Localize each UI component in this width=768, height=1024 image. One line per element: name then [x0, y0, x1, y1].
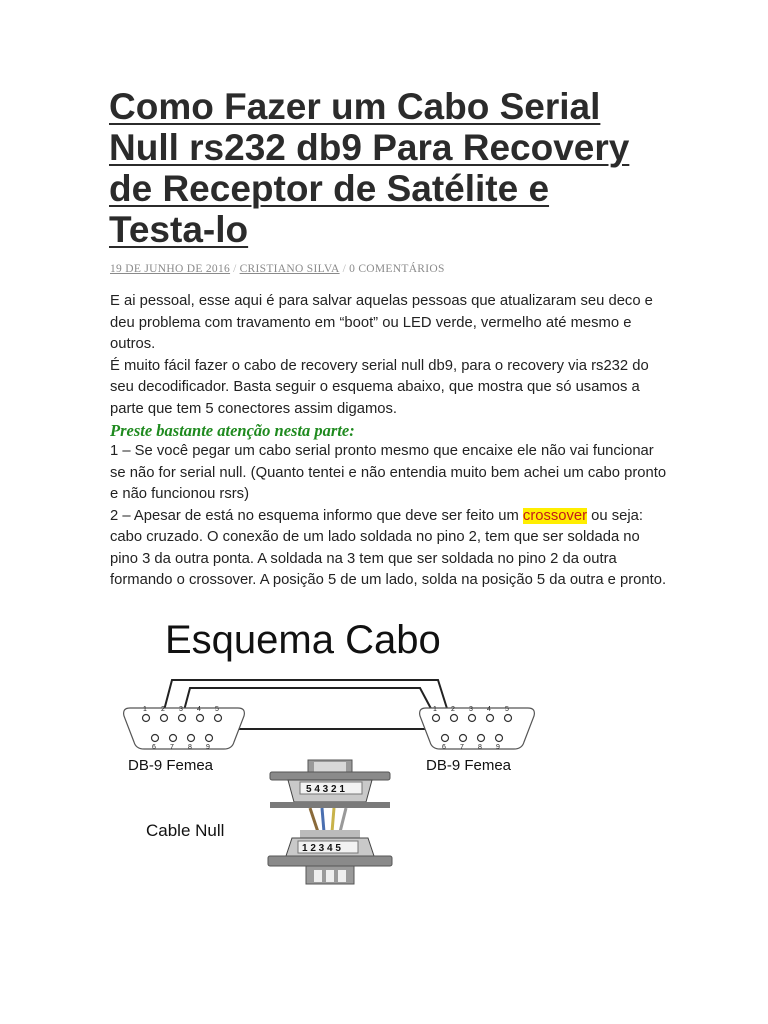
crossover-highlight: crossover	[522, 507, 588, 524]
left-pin-label: 6	[152, 744, 156, 751]
right-connector-label: DB-9 Femea	[426, 757, 512, 774]
meta-separator: /	[233, 263, 237, 275]
colored-wires	[310, 808, 346, 832]
post-date-link[interactable]: 19 DE JUNHO DE 2016	[110, 263, 231, 275]
attention-heading: Preste bastante atenção nesta parte:	[110, 421, 355, 440]
article-body	[110, 291, 670, 592]
note-item-2-text-end: ou seja: cabo cruzado. O conexão de um lado soldada no pino 2, tem que ser soldada no pino 3 da outra ponta. A soldada na 3 tem que ser soldada no pino 2 da outra formando o crossover. A posição 5 de um lado, solda na posição 5 da outra e pronto.	[110, 507, 667, 588]
left-pin-label: 7	[170, 744, 174, 751]
cable-null-label: Cable Null	[146, 821, 225, 840]
bottom-connector-numbers: 1 2 3 4 5	[302, 843, 341, 854]
top-connector-numbers: 5 4 3 2 1	[306, 784, 345, 795]
right-pin-label: 5	[505, 706, 509, 713]
figure-title: Esquema Cabo	[165, 618, 441, 662]
right-pin-label: 6	[442, 744, 446, 751]
right-pin-label: 3	[469, 706, 473, 713]
title-line-2[interactable]: Null rs232 db9 Para Recovery	[109, 127, 630, 168]
left-db9-connector	[124, 706, 245, 751]
connector-photo	[268, 760, 392, 884]
left-connector-label: DB-9 Femea	[128, 757, 214, 774]
right-pin-label: 2	[451, 706, 455, 713]
comments-link[interactable]: 0 COMENTÁRIOS	[349, 263, 445, 275]
right-pin-label: 8	[478, 744, 482, 751]
left-pin-label: 8	[188, 744, 192, 751]
article-title[interactable]	[109, 86, 669, 250]
title-line-3[interactable]: de Receptor de Satélite e	[109, 168, 550, 209]
right-pin-label: 7	[460, 744, 464, 751]
right-pin-label: 9	[496, 744, 500, 751]
left-pin-label: 2	[161, 706, 165, 713]
left-pin-label: 4	[197, 706, 201, 713]
note-item-2	[110, 506, 670, 592]
author-link[interactable]: CRISTIANO SILVA	[239, 263, 340, 275]
cable-schematic-image	[110, 612, 560, 897]
meta-separator: /	[342, 263, 347, 275]
title-line-4[interactable]: Testa-lo	[109, 209, 249, 250]
right-db9-connector	[420, 706, 535, 751]
instruction-paragraph: É muito fácil fazer o cabo de recovery serial null db9, para o recovery via rs232 do seu decodificador. Basta seguir o esquema abaixo, que mostra que só usamos a parte que tem 5 conectores assim digamos.	[110, 357, 649, 417]
title-line-1[interactable]: Como Fazer um Cabo Serial	[109, 86, 601, 127]
schematic-svg	[110, 612, 560, 897]
right-pin-label: 1	[433, 706, 437, 713]
left-pin-label: 3	[179, 706, 183, 713]
post-meta	[110, 263, 445, 275]
left-pin-label: 5	[215, 706, 219, 713]
left-pin-label: 9	[206, 744, 210, 751]
intro-paragraph: E ai pessoal, esse aqui é para salvar aquelas pessoas que atualizaram seu deco e deu problema com travamento em “boot” ou LED verde, vermelho até mesmo e outros.	[110, 293, 653, 352]
left-pin-label: 1	[143, 706, 147, 713]
right-pin-label: 4	[487, 706, 491, 713]
note-item-2-text: 2 – Apesar de está no esquema informo que deve ser feito um	[110, 507, 523, 524]
note-item-1: 1 – Se você pegar um cabo serial pronto mesmo que encaixe ele não vai funcionar se não for serial null. (Quanto tentei e não entendia muito bem achei um cabo pronto e não funcionou rsrs)	[110, 443, 667, 502]
